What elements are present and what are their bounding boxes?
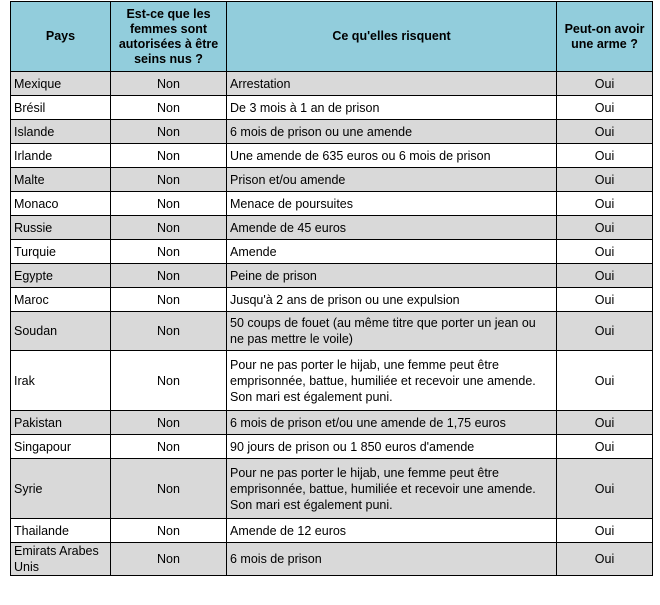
- cell-risk: Une amende de 635 euros ou 6 mois de prison: [227, 144, 557, 168]
- cell-country: Syrie: [11, 459, 111, 519]
- table-row: [11, 312, 653, 351]
- cell-risk: Menace de poursuites: [227, 192, 557, 216]
- cell-risk: 6 mois de prison et/ou une amende de 1,75 euros: [227, 411, 557, 435]
- cell-risk: Prison et/ou amende: [227, 168, 557, 192]
- cell-country: Maroc: [11, 288, 111, 312]
- cell-weapon: Oui: [557, 240, 653, 264]
- cell-weapon: Oui: [557, 351, 653, 411]
- cell-topless: Non: [111, 351, 227, 411]
- cell-country: Irlande: [11, 144, 111, 168]
- cell-country: Egypte: [11, 264, 111, 288]
- cell-weapon: Oui: [557, 144, 653, 168]
- cell-country: Irak: [11, 351, 111, 411]
- table-row: [11, 96, 653, 120]
- cell-risk: Jusqu'à 2 ans de prison ou une expulsion: [227, 288, 557, 312]
- cell-risk: Amende de 45 euros: [227, 216, 557, 240]
- cell-weapon: Oui: [557, 168, 653, 192]
- cell-country: Soudan: [11, 312, 111, 351]
- cell-topless: Non: [111, 435, 227, 459]
- cell-country: Malte: [11, 168, 111, 192]
- cell-topless: Non: [111, 168, 227, 192]
- cell-risk: De 3 mois à 1 an de prison: [227, 96, 557, 120]
- cell-topless: Non: [111, 411, 227, 435]
- cell-risk: 90 jours de prison ou 1 850 euros d'amende: [227, 435, 557, 459]
- cell-risk: Pour ne pas porter le hijab, une femme peut être emprisonnée, battue, humiliée et recevoir une amende. Son mari est également puni.: [227, 351, 557, 411]
- cell-country: Singapour: [11, 435, 111, 459]
- cell-topless: Non: [111, 519, 227, 543]
- table-row: [11, 216, 653, 240]
- cell-risk: Amende: [227, 240, 557, 264]
- cell-weapon: Oui: [557, 288, 653, 312]
- cell-country: Russie: [11, 216, 111, 240]
- table-row: [11, 435, 653, 459]
- table-row: [11, 411, 653, 435]
- cell-topless: Non: [111, 96, 227, 120]
- cell-country: Brésil: [11, 96, 111, 120]
- cell-topless: Non: [111, 312, 227, 351]
- cell-country: Monaco: [11, 192, 111, 216]
- cell-country: Islande: [11, 120, 111, 144]
- table-header: [11, 2, 653, 72]
- table-row: [11, 264, 653, 288]
- cell-topless: Non: [111, 192, 227, 216]
- header-country: Pays: [11, 2, 111, 72]
- table-row: [11, 240, 653, 264]
- cell-risk: 50 coups de fouet (au même titre que porter un jean ou ne pas mettre le voile): [227, 312, 557, 351]
- cell-topless: Non: [111, 240, 227, 264]
- cell-topless: Non: [111, 72, 227, 96]
- table-row: [11, 168, 653, 192]
- table-body: [11, 72, 653, 576]
- cell-risk: 6 mois de prison: [227, 543, 557, 576]
- header-risk: Ce qu'elles risquent: [227, 2, 557, 72]
- cell-weapon: Oui: [557, 216, 653, 240]
- cell-weapon: Oui: [557, 312, 653, 351]
- table-row: [11, 72, 653, 96]
- comparison-table: [10, 1, 653, 576]
- cell-risk: 6 mois de prison ou une amende: [227, 120, 557, 144]
- cell-country: Emirats Arabes Unis: [11, 543, 111, 576]
- header-topless: Est-ce que les femmes sont autorisées à être seins nus ?: [111, 2, 227, 72]
- cell-country: Thailande: [11, 519, 111, 543]
- cell-topless: Non: [111, 288, 227, 312]
- cell-risk: Arrestation: [227, 72, 557, 96]
- table-row: [11, 144, 653, 168]
- cell-country: Turquie: [11, 240, 111, 264]
- table-row: [11, 288, 653, 312]
- cell-weapon: Oui: [557, 192, 653, 216]
- table-row: [11, 192, 653, 216]
- cell-country: Pakistan: [11, 411, 111, 435]
- cell-weapon: Oui: [557, 120, 653, 144]
- cell-weapon: Oui: [557, 411, 653, 435]
- comparison-table-container: [10, 1, 653, 576]
- table-row: [11, 459, 653, 519]
- cell-weapon: Oui: [557, 72, 653, 96]
- cell-country: Mexique: [11, 72, 111, 96]
- cell-topless: Non: [111, 264, 227, 288]
- cell-weapon: Oui: [557, 543, 653, 576]
- cell-topless: Non: [111, 459, 227, 519]
- cell-topless: Non: [111, 543, 227, 576]
- cell-topless: Non: [111, 120, 227, 144]
- cell-weapon: Oui: [557, 459, 653, 519]
- cell-risk: Peine de prison: [227, 264, 557, 288]
- cell-risk: Amende de 12 euros: [227, 519, 557, 543]
- cell-weapon: Oui: [557, 96, 653, 120]
- header-weapon: Peut-on avoir une arme ?: [557, 2, 653, 72]
- header-row: [11, 2, 653, 72]
- cell-risk: Pour ne pas porter le hijab, une femme peut être emprisonnée, battue, humiliée et recevoir une amende. Son mari est également puni.: [227, 459, 557, 519]
- table-row: [11, 519, 653, 543]
- table-row: [11, 543, 653, 576]
- table-row: [11, 120, 653, 144]
- cell-weapon: Oui: [557, 264, 653, 288]
- cell-topless: Non: [111, 144, 227, 168]
- table-row: [11, 351, 653, 411]
- cell-weapon: Oui: [557, 435, 653, 459]
- cell-weapon: Oui: [557, 519, 653, 543]
- cell-topless: Non: [111, 216, 227, 240]
